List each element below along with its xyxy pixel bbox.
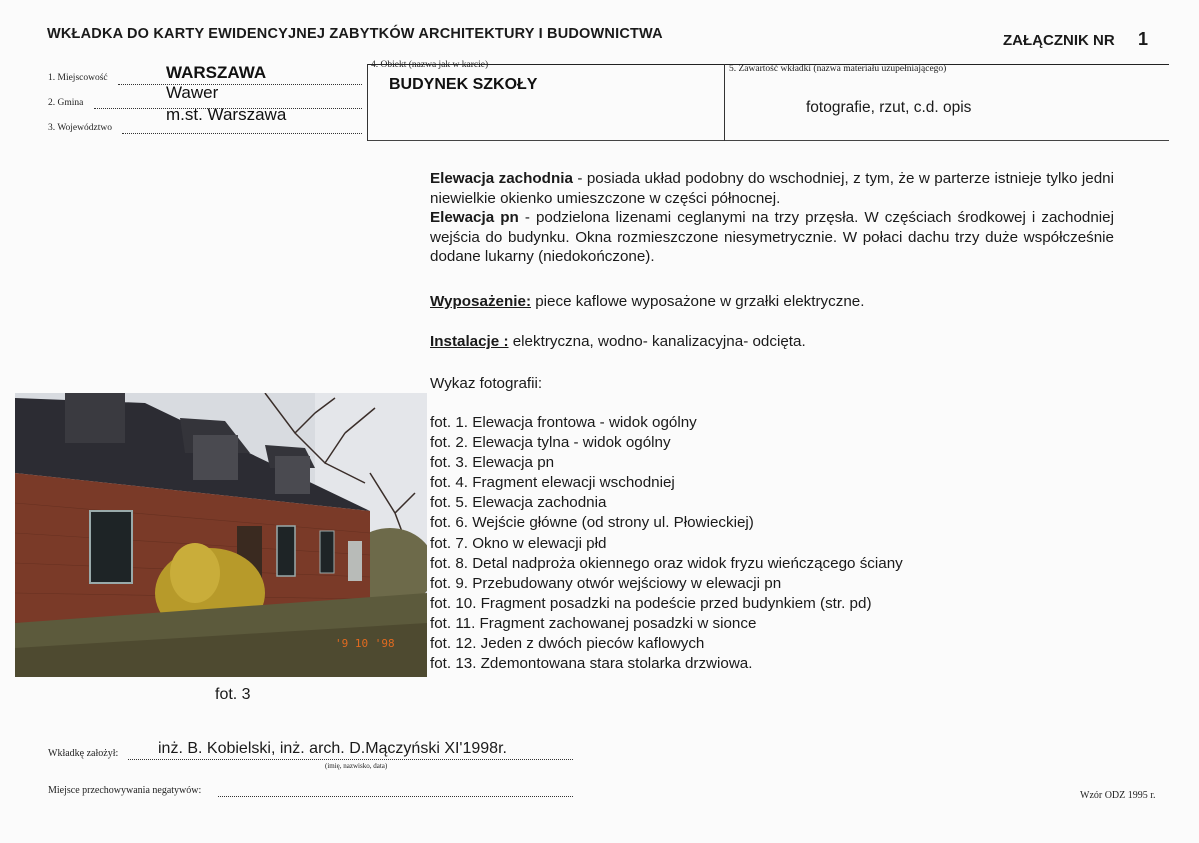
list-item: fot. 1. Elewacja frontowa - widok ogólny — [430, 414, 697, 431]
elewacja-pn-heading: Elewacja pn — [430, 209, 519, 226]
list-item: fot. 8. Detal nadproża okiennego oraz widok fryzu wieńczącego ściany — [430, 554, 903, 572]
form-title: WKŁADKA DO KARTY EWIDENCYJNEJ ZABYTKÓW ARCHITEKTURY I BUDOWNICTWA — [47, 26, 663, 42]
installations-label: Instalacje : — [430, 333, 509, 350]
form-version: Wzór ODZ 1995 r. — [1080, 790, 1156, 801]
author-dots — [128, 759, 573, 760]
photo-caption: fot. 3 — [215, 686, 251, 703]
author-label: Wkładkę założył: — [48, 748, 119, 759]
list-item: fot. 11. Fragment zachowanej posadzki w sionce — [430, 614, 757, 632]
list-item: fot. 7. Okno w elewacji płd — [430, 534, 607, 552]
elewacja-zachodnia-heading: Elewacja zachodnia — [430, 170, 573, 187]
storage-dots — [218, 796, 573, 797]
list-item: fot. 3. Elewacja pn — [430, 454, 555, 472]
list-item: fot. 13. Zdemontowana stara stolarka drzwiowa. — [430, 655, 753, 673]
miejscowosc-value: WARSZAWA — [166, 63, 267, 82]
form-divider-1 — [367, 64, 368, 141]
list-item: fot. 10. Fragment posadzki na podeście przed budynkiem (str. pd) — [430, 594, 872, 612]
installations-line — [430, 332, 1114, 352]
author-hint: (imię, nazwisko, data) — [325, 762, 388, 770]
miejscowosc-dots — [118, 84, 362, 85]
list-item: fot. 2. Elewacja tylna - widok ogólny — [430, 434, 671, 452]
elewacja-pn-paragraph — [430, 208, 1114, 267]
list-item: fot. 6. Wejście główne (od strony ul. Płowieckiej) — [430, 514, 754, 532]
gmina-label: 2. Gmina — [48, 98, 84, 108]
author-value: inż. B. Kobielski, inż. arch. D.Mączyński XI'1998r. — [158, 740, 507, 757]
list-item: fot. 4. Fragment elewacji wschodniej — [430, 474, 675, 492]
gmina-value: Wawer — [166, 83, 219, 102]
zawartosc-value: fotografie, rzut, c.d. opis — [806, 99, 972, 116]
form-bottom-line — [367, 140, 1169, 141]
wojewodztwo-value: m.st. Warszawa — [166, 105, 287, 124]
building-photo — [15, 393, 427, 677]
attachment-label: ZAŁĄCZNIK NR — [1003, 32, 1115, 49]
obiekt-label: 4. Obiekt (nazwa jak w karcie) — [371, 60, 489, 70]
attachment-number: 1 — [1138, 29, 1149, 49]
equipment-line — [430, 292, 1114, 312]
list-item: fot. 12. Jeden z dwóch pieców kaflowych — [430, 635, 705, 653]
photo-list-title: Wykaz fotografii: — [430, 375, 543, 392]
list-item: fot. 9. Przebudowany otwór wejściowy w elewacji pn — [430, 574, 782, 592]
obiekt-value: BUDYNEK SZKOŁY — [389, 76, 538, 93]
installations-text: elektryczna, wodno- kanalizacyjna- odcięta. — [508, 333, 806, 350]
list-item: fot. 5. Elewacja zachodnia — [430, 494, 607, 512]
photo-list — [430, 413, 903, 674]
elewacja-pn-text: - podzielona lizenami ceglanymi na trzy przęsła. W częściach środkowej i zachodniej wejścia do budynku. Okna rozmieszczone niesymetrycznie. W połaci dachu trzy duże współcześnie dodane lukarny (niedokończone). — [430, 209, 1114, 265]
miejscowosc-label: 1. Miejscowość — [48, 73, 108, 83]
wojewodztwo-dots — [122, 133, 362, 134]
wojewodztwo-label: 3. Województwo — [48, 123, 112, 133]
form-divider-2 — [724, 64, 725, 141]
photo-date-stamp: '9 10 '98 — [335, 637, 395, 650]
elewacja-zachodnia-paragraph — [430, 169, 1114, 208]
elewacja-zachodnia-text: - posiada układ podobny do wschodniej, z tym, że w parterze istnieje tylko jedni niewielkie okienko umieszczone w części północnej. — [430, 170, 1114, 207]
equipment-label: Wyposażenie: — [430, 293, 531, 310]
storage-label: Miejsce przechowywania negatywów: — [48, 785, 202, 796]
zawartosc-label: 5. Zawartość wkładki (nazwa materiału uzupełniającego) — [729, 64, 947, 74]
equipment-text: piece kaflowe wyposażone w grzałki elektryczne. — [531, 293, 865, 310]
